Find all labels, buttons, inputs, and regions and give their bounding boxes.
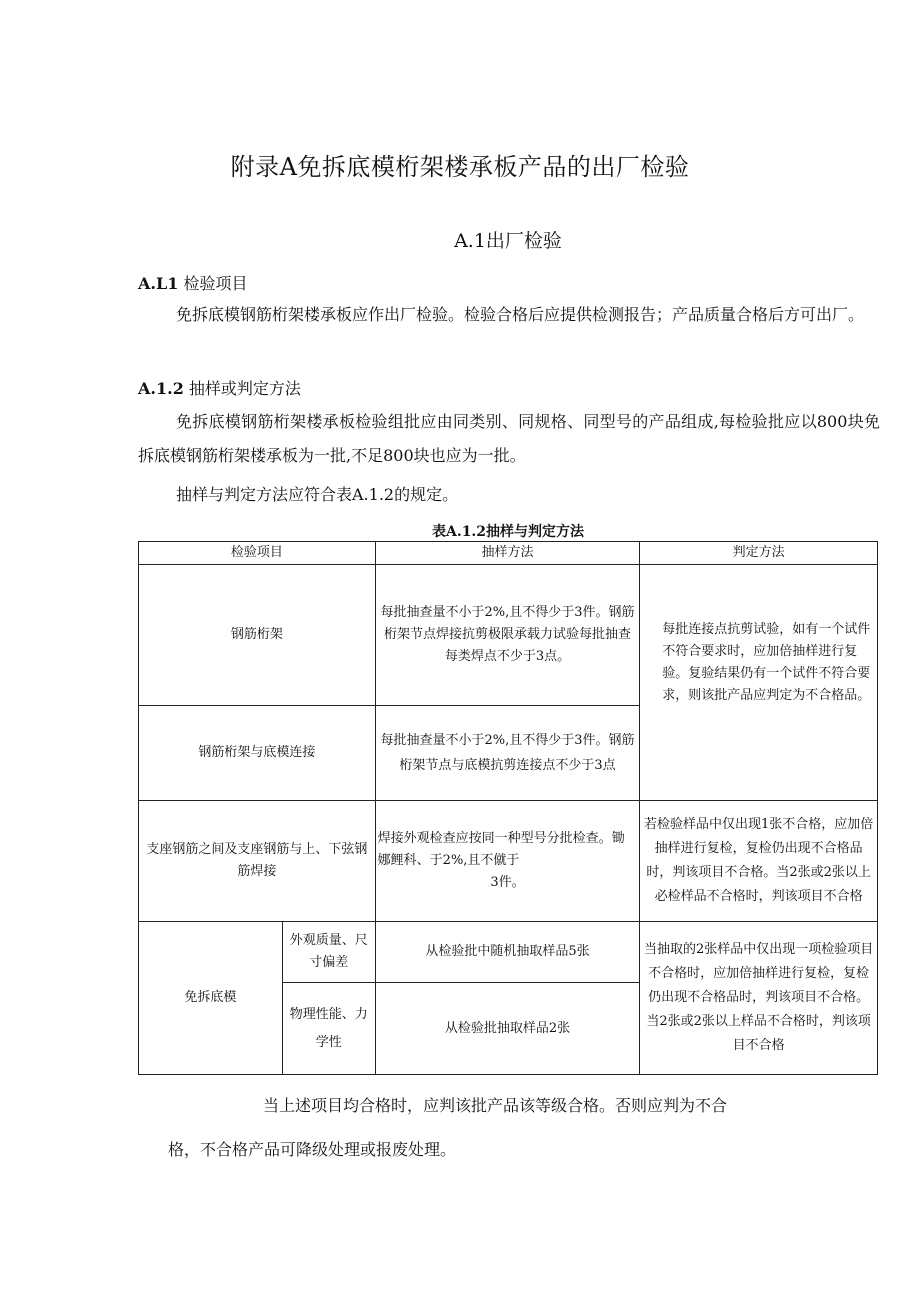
cell-item: 支座钢筋之间及支座钢筋与上、下弦钢筋焊接 (139, 801, 376, 922)
subsection-heading-2 (138, 376, 301, 399)
conclusion-line-2: 格，不合格产品可降级处理或报废处理。 (168, 1140, 457, 1159)
cell-method (375, 801, 640, 922)
table-row (139, 801, 878, 922)
section-heading: A.1出厂检验 (454, 230, 562, 252)
table-row (139, 922, 878, 983)
paragraph-sampling-reference: 抽样与判定方法应符合表A.1.2的规定。 (176, 485, 459, 504)
table-caption: 表A.1.2抽样与判定方法 (431, 524, 585, 540)
header-item: 检验项目 (139, 542, 376, 565)
paragraph-inspection-items: 免拆底模钢筋桁架楼承板应作出厂检验。检验合格后应提供检测报告；产品质量合格后方可出厂。 (176, 305, 865, 324)
cell-item: 免拆底模 (139, 922, 283, 1075)
table-header-row (139, 542, 878, 565)
subsection-number-1: A.L1 (138, 274, 179, 293)
cell-judgement: 若检验样品中仅出现1张不合格，应加倍抽样进行复检，复检仍出现不合格品时，判该项目不合格。当2张或2张以上必检样品不合格时，判该项目不合格 (640, 801, 878, 922)
table-row (139, 565, 878, 706)
cell-item: 钢筋桁架与底模连接 (139, 706, 376, 801)
conclusion-line-1: 当上述项目均合格时，应判该批产品该等级合格。否则应判为不合 (263, 1096, 728, 1115)
cell-method: 从检验批中随机抽取样品5张 (375, 922, 640, 983)
page-title: 附录A免拆底模桁架楼承板产品的出厂检验 (230, 153, 690, 181)
cell-method: 从检验批抽取样品2张 (375, 983, 640, 1075)
header-method: 抽样方法 (375, 542, 640, 565)
subsection-number-2: A.1.2 (138, 379, 184, 398)
cell-judgement: 当抽取的2张样品中仅出现一项检验项目不合格时，应加倍抽样进行复检，复检仍出现不合格品时，判该项目不合格。当2张或2张以上样品不合格时，判该项目不合格 (640, 922, 878, 1075)
cell-method-line-a: 焊接外观检查应按同一种型号分批检查。锄娜鲤科、于2%,且不僦于 (377, 831, 625, 868)
subsection-heading-1 (138, 271, 247, 294)
cell-subitem: 外观质量、尺寸偏差 (282, 922, 375, 983)
cell-judgement: 每批连接点抗剪试验，如有一个试件不符合要求时，应加倍抽样进行复验。复验结果仍有一个试件不符合要求，则该批产品应判定为不合格品。 (640, 565, 878, 801)
sampling-judgement-table (138, 541, 878, 1075)
cell-method: 每批抽查量不小于2%,且不得少于3件。钢筋桁架节点焊接抗剪极限承载力试验每批抽查每类焊点不少于3点。 (375, 565, 640, 706)
paragraph-batching: 免拆底模钢筋桁架楼承板检验组批应由同类别、同规格、同型号的产品组成,每检验批应以800块免拆底模钢筋桁架楼承板为一批,不足800块也应为一批。 (138, 412, 880, 465)
subsection-title-1: 检验项目 (183, 274, 248, 293)
header-judgement: 判定方法 (640, 542, 878, 565)
cell-method-line-b: 3件。 (490, 875, 525, 890)
cell-method: 每批抽查量不小于2%,且不得少于3件。钢筋桁架节点与底模抗剪连接点不少于3点 (375, 706, 640, 801)
subsection-title-2: 抽样或判定方法 (188, 379, 301, 398)
cell-item: 钢筋桁架 (139, 565, 376, 706)
cell-subitem: 物理性能、力学性 (282, 983, 375, 1075)
